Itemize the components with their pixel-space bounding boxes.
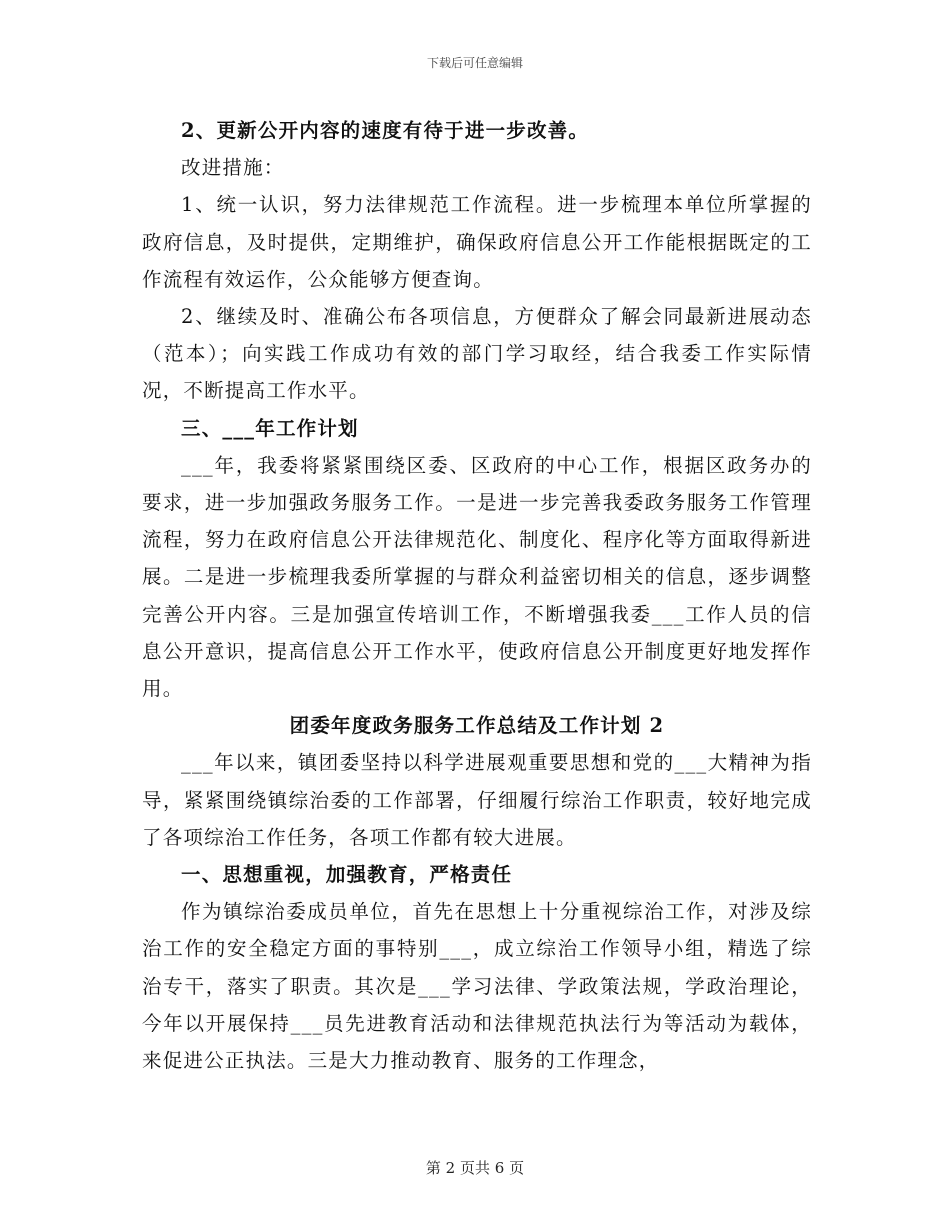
section-heading-1: 一、思想重视，加强教育，严格责任 [181,863,513,887]
document-title: 团委年度政务服务工作总结及工作计划 2 [289,714,665,738]
work-plan-paragraph: ___年，我委将紧紧围绕区委、区政府的中心工作，根据区政务办的要求，进一步加强政务服务工作。一是进一步完善我委政务服务工作管理流程，努力在政府信息公开法律规范化、制度化、程序化等方面取得新进展。二是进一步梳理我委所掌握的与群众利益密切相关的信息，逐步调整完善公开内容。三是加强宣传培训工作，不断增强我委___工作人员的信息公开意识，提高信息公开工作水平，使政府信息公开制度更好地发挥作用。 [142,453,812,701]
intro-paragraph: ___年以来，镇团委坚持以科学进展观重要思想和党的___大精神为指导，紧紧围绕镇综治委的工作部署，仔细履行综治工作职责，较好地完成了各项综治工作任务，各项工作都有较大进展。 [142,751,812,849]
page-number: 第 2 页共 6 页 [425,1159,525,1177]
measure-paragraph-1: 1、统一认识，努力法律规范工作流程。进一步梳理本单位所掌握的政府信息，及时提供，定期维护，确保政府信息公开工作能根据既定的工作流程有效运作，公众能够方便查询。 [142,193,812,291]
measures-label: 改进措施： [181,156,285,180]
measure-paragraph-2: 2、继续及时、准确公布各项信息，方便群众了解会同最新进展动态（范本）；向实践工作成功有效的部门学习取经，结合我委工作实际情况，不断提高工作水平。 [142,305,812,403]
header-note: 下载后可任意编辑 [426,56,523,70]
problem-heading: 2、更新公开内容的速度有待于进一步改善。 [181,119,590,142]
document-body [142,112,812,1079]
section-1-paragraph: 作为镇综治委成员单位，首先在思想上十分重视综治工作，对涉及综治工作的安全稳定方面的事特别___，成立综治工作领导小组，精选了综治专干，落实了职责。其次是___学习法律、学政策法规，学政治理论，今年以开展保持___员先进教育活动和法律规范执法行为等活动为载体，来促进公正执法。三是大力推动教育、服务的工作理念， [142,900,812,1073]
section-heading-work-plan: 三、___年工作计划 [181,416,359,440]
